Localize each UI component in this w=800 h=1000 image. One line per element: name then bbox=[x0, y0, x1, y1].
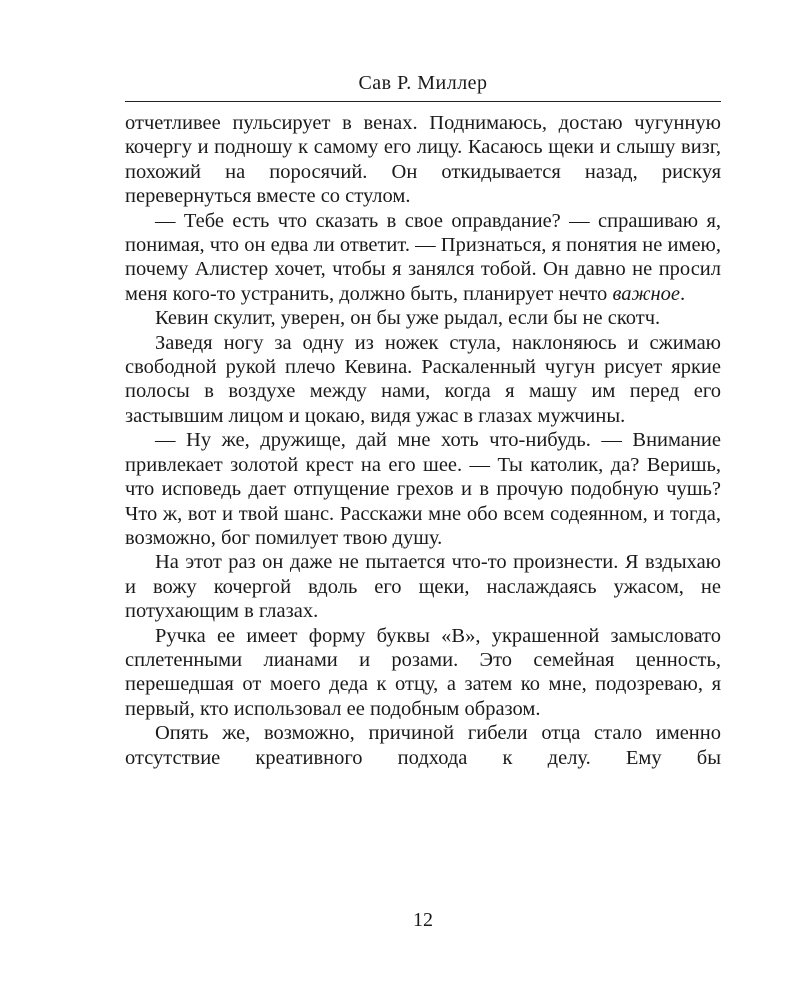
paragraph: Ручка ее имеет форму буквы «В», украшенной замысловато сплетенными лианами и розами. Это семейная ценность, перешедшая от моего деда к отцу, а затем ко мне, подозреваю, я первый, кто использовал ее подобным образом. bbox=[125, 624, 721, 720]
paragraph-text: . bbox=[680, 282, 686, 305]
page-number: 12 bbox=[413, 909, 433, 931]
paragraph: — Ну же, дружище, дай мне хоть что-нибудь. — Внимание привлекает золотой крест на его шее. — Ты католик, да? Веришь, что исповедь дает отпущение грехов и в прочую подобную чушь? Что ж, вот и твой шанс. Расскажи мне обо всем содеянном, и тогда, возможно, бог помилует твою душу. bbox=[125, 429, 721, 549]
paragraph-text: — Тебе есть что сказать в свое оправдание? — спрашиваю я, понимая, что он едва ли ответит. — Признаться, я понятия не имею, почему Алистер хочет, чтобы я занялся тобой. Он давно не просил меня кого-то устранить, должно быть, планирует нечто bbox=[125, 209, 721, 305]
paragraph: Заведя ногу за одну из ножек стула, наклоняюсь и сжимаю свободной рукой плечо Кевина. Раскаленный чугун рисует яркие полосы в воздухе между нами, когда я машу им перед его застывшим лицом и цокаю, видя ужас в глазах мужчины. bbox=[125, 331, 721, 427]
paragraph: На этот раз он даже не пытается что-то произнести. Я вздыхаю и вожу кочергой вдоль его щеки, наслаждаясь ужасом, не потухающим в глазах. bbox=[125, 551, 721, 623]
body-text bbox=[125, 111, 721, 770]
header-rule bbox=[125, 101, 721, 102]
emphasis-text: важное bbox=[612, 282, 681, 305]
paragraph: Опять же, возможно, причиной гибели отца стало именно отсутствие креативного подхода к делу. Ему бы bbox=[125, 722, 721, 769]
paragraph: Кевин скулит, уверен, он бы уже рыдал, если бы не скотч. bbox=[155, 307, 661, 330]
paragraph: отчетливее пульсирует в венах. Поднимаюсь, достаю чугунную кочергу и подношу к самому его лицу. Касаюсь щеки и слышу визг, похожий на поросячий. Он откидывается назад, рискуя перевернуться вместе со стулом. bbox=[125, 112, 721, 208]
paragraph bbox=[125, 209, 721, 307]
running-header: Сав Р. Миллер bbox=[358, 72, 488, 94]
